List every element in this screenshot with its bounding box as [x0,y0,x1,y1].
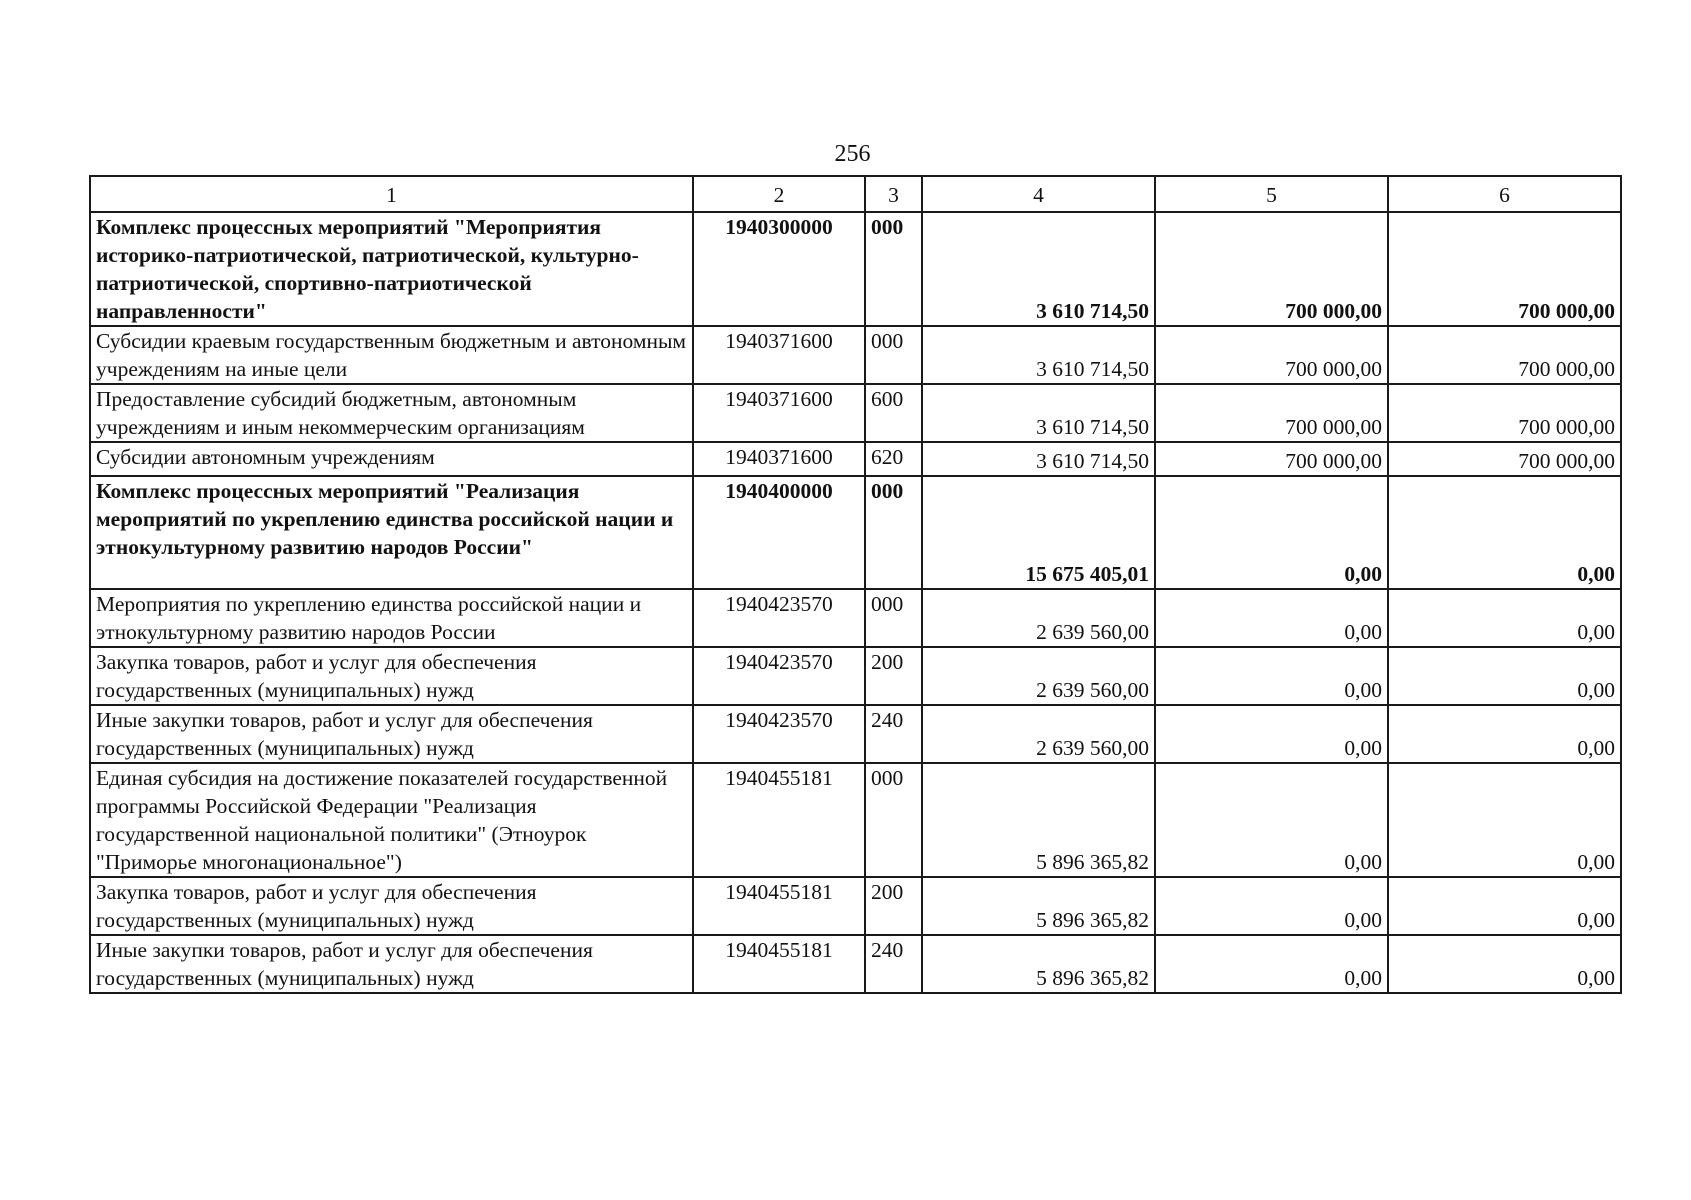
header-col-6: 6 [1388,176,1621,212]
item-name: Единая субсидия на достижение показателей государственной программы Российской Федерации "Реализация государственной национальной политики" (Этноурок "Приморье многонациональное") [90,763,693,877]
budget-table [89,175,1622,994]
header-col-1: 1 [90,176,693,212]
expense-type-code: 000 [865,763,922,877]
amount-col-4: 15 675 405,01 [922,476,1155,589]
target-code: 1940455181 [693,935,865,993]
amount-col-6: 700 000,00 [1388,384,1621,442]
table-row [90,705,1621,763]
amount-col-5: 0,00 [1155,647,1388,705]
expense-type-code: 620 [865,442,922,476]
item-name: Закупка товаров, работ и услуг для обеспечения государственных (муниципальных) нужд [90,877,693,935]
page-number: 256 [834,141,871,167]
target-code: 1940423570 [693,647,865,705]
header-col-2: 2 [693,176,865,212]
target-code: 1940423570 [693,589,865,647]
table-row [90,476,1621,589]
item-name: Мероприятия по укреплению единства российской нации и этнокультурному развитию народов России [90,589,693,647]
target-code: 1940423570 [693,705,865,763]
item-name: Закупка товаров, работ и услуг для обеспечения государственных (муниципальных) нужд [90,647,693,705]
amount-col-5: 700 000,00 [1155,384,1388,442]
item-name: Субсидии краевым государственным бюджетным и автономным учреждениям на иные цели [90,326,693,384]
expense-type-code: 000 [865,589,922,647]
amount-col-6: 700 000,00 [1388,326,1621,384]
amount-col-6: 0,00 [1388,476,1621,589]
amount-col-5: 0,00 [1155,589,1388,647]
expense-type-code: 600 [865,384,922,442]
target-code: 1940371600 [693,384,865,442]
expense-type-code: 240 [865,705,922,763]
table-row [90,384,1621,442]
target-code: 1940371600 [693,442,865,476]
amount-col-5: 0,00 [1155,476,1388,589]
amount-col-5: 0,00 [1155,877,1388,935]
amount-col-6: 0,00 [1388,877,1621,935]
table-row [90,763,1621,877]
target-code: 1940455181 [693,877,865,935]
amount-col-5: 0,00 [1155,705,1388,763]
expense-type-code: 000 [865,326,922,384]
header-row [90,176,1621,212]
amount-col-5: 0,00 [1155,763,1388,877]
target-code: 1940400000 [693,476,865,589]
amount-col-4: 5 896 365,82 [922,877,1155,935]
expense-type-code: 240 [865,935,922,993]
header-col-3: 3 [865,176,922,212]
amount-col-5: 0,00 [1155,935,1388,993]
amount-col-4: 2 639 560,00 [922,589,1155,647]
amount-col-4: 3 610 714,50 [922,326,1155,384]
amount-col-6: 0,00 [1388,589,1621,647]
target-code: 1940455181 [693,763,865,877]
amount-col-5: 700 000,00 [1155,442,1388,476]
header-col-5: 5 [1155,176,1388,212]
expense-type-code: 000 [865,212,922,326]
amount-col-4: 3 610 714,50 [922,442,1155,476]
amount-col-4: 3 610 714,50 [922,212,1155,326]
amount-col-5: 700 000,00 [1155,212,1388,326]
item-name: Иные закупки товаров, работ и услуг для обеспечения государственных (муниципальных) нужд [90,935,693,993]
amount-col-4: 3 610 714,50 [922,384,1155,442]
expense-type-code: 000 [865,476,922,589]
amount-col-6: 0,00 [1388,705,1621,763]
item-name: Предоставление субсидий бюджетным, автономным учреждениям и иным некоммерческим организациям [90,384,693,442]
expense-type-code: 200 [865,647,922,705]
amount-col-6: 700 000,00 [1388,442,1621,476]
table-row [90,212,1621,326]
amount-col-6: 0,00 [1388,935,1621,993]
target-code: 1940371600 [693,326,865,384]
header-col-4: 4 [922,176,1155,212]
expense-type-code: 200 [865,877,922,935]
amount-col-4: 5 896 365,82 [922,763,1155,877]
table-row [90,442,1621,476]
item-name: Комплекс процессных мероприятий "Реализация мероприятий по укреплению единства российской нации и этнокультурному развитию народов России" [90,476,693,589]
item-name: Иные закупки товаров, работ и услуг для обеспечения государственных (муниципальных) нужд [90,705,693,763]
amount-col-6: 0,00 [1388,647,1621,705]
table-row [90,935,1621,993]
table-row [90,326,1621,384]
amount-col-5: 700 000,00 [1155,326,1388,384]
item-name: Комплекс процессных мероприятий "Мероприятия историко-патриотической, патриотической, культурно-патриотической, спортивно-патриотической направленности" [90,212,693,326]
item-name: Субсидии автономным учреждениям [90,442,693,476]
table-row [90,589,1621,647]
table-row [90,647,1621,705]
amount-col-4: 5 896 365,82 [922,935,1155,993]
table-row [90,877,1621,935]
amount-col-4: 2 639 560,00 [922,705,1155,763]
amount-col-6: 0,00 [1388,763,1621,877]
amount-col-6: 700 000,00 [1388,212,1621,326]
amount-col-4: 2 639 560,00 [922,647,1155,705]
target-code: 1940300000 [693,212,865,326]
